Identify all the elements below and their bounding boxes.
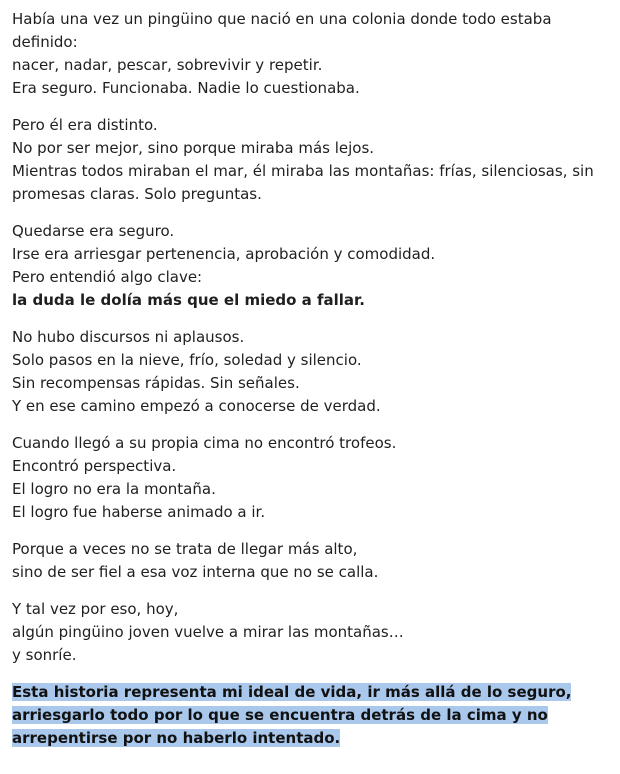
text-line: El logro fue haberse animado a ir. — [12, 503, 266, 521]
text-line: No por ser mejor, sino porque miraba más lejos. — [12, 139, 375, 157]
text-line: Irse era arriesgar pertenencia, aprobación y comodidad. — [12, 245, 436, 263]
text-line: Sin recompensas rápidas. Sin señales. — [12, 374, 300, 392]
document-body — [12, 8, 608, 750]
text-line: sino de ser fiel a esa voz interna que no se calla. — [12, 563, 379, 581]
text-line: Solo pasos en la nieve, frío, soledad y silencio. — [12, 351, 362, 369]
text-line: Pero él era distinto. — [12, 116, 158, 134]
text-line: Cuando llegó a su propia cima no encontró trofeos. — [12, 434, 397, 452]
text-line: Pero entendió algo clave: — [12, 268, 203, 286]
text-line: nacer, nadar, pescar, sobrevivir y repetir. — [12, 56, 323, 74]
paragraph-7 — [12, 598, 608, 667]
text-line: Quedarse era seguro. — [12, 222, 175, 240]
text-line: algún pingüino joven vuelve a mirar las montañas… — [12, 623, 404, 641]
highlighted-conclusion — [12, 681, 608, 750]
bold-key-line: la duda le dolía más que el miedo a fallar. — [12, 291, 366, 309]
text-line: No hubo discursos ni aplausos. — [12, 328, 245, 346]
text-line: El logro no era la montaña. — [12, 480, 216, 498]
highlighted-text: Esta historia representa mi ideal de vida, ir más allá de lo seguro, arriesgarlo todo por lo que se encuentra detrás de la cima y no arrepentirse por no haberlo intentado. — [12, 683, 572, 747]
paragraph-5 — [12, 432, 608, 524]
paragraph-2 — [12, 114, 608, 206]
text-line: Mientras todos miraban el mar, él miraba las montañas: frías, silenciosas, sin promesas claras. Solo preguntas. — [12, 162, 594, 203]
paragraph-6 — [12, 538, 608, 584]
text-line: Y en ese camino empezó a conocerse de verdad. — [12, 397, 381, 415]
text-line: Porque a veces no se trata de llegar más alto, — [12, 540, 358, 558]
text-line: Había una vez un pingüino que nació en una colonia donde todo estaba definido: — [12, 10, 552, 51]
text-line: y sonríe. — [12, 646, 77, 664]
text-line: Encontró perspectiva. — [12, 457, 177, 475]
paragraph-1 — [12, 8, 608, 100]
text-line: Era seguro. Funcionaba. Nadie lo cuestionaba. — [12, 79, 360, 97]
paragraph-3 — [12, 220, 608, 312]
paragraph-4 — [12, 326, 608, 418]
text-line: Y tal vez por eso, hoy, — [12, 600, 179, 618]
